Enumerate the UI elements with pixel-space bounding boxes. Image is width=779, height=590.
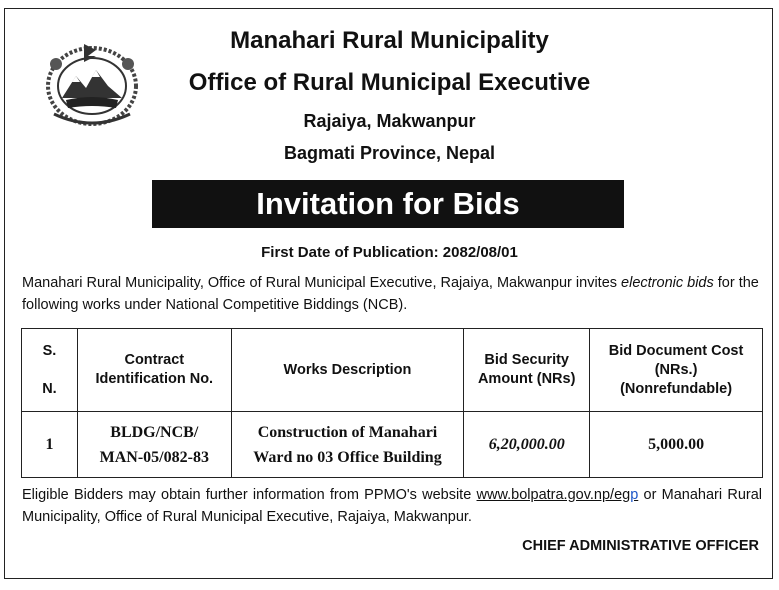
header-bid-security: Bid Security Amount (NRs) — [464, 329, 590, 412]
office-name: Office of Rural Municipal Executive — [188, 69, 591, 96]
intro-emphasis: electronic bids — [621, 275, 714, 291]
header-sn: S. N. — [22, 329, 78, 412]
cell-works-description: Construction of Manahari Ward no 03 Office Building — [231, 412, 464, 478]
cell-document-cost: 5,000.00 — [590, 412, 763, 478]
footer-text-2: or Manahari Rural Municipality, Office of Rural Municipal Executive, Rajaiya, Makwanpur. — [22, 487, 763, 525]
header-contract-id: Contract Identification No. — [77, 329, 231, 412]
notice-title: Invitation for Bids — [256, 186, 520, 221]
intro-text-1: Manahari Rural Municipality, Office of Rural Municipal Executive, Rajaiya, Makwanpur invites — [22, 275, 622, 291]
cell-bid-security: 6,20,000.00 — [464, 412, 590, 478]
table-row — [22, 412, 763, 478]
header-document-cost: Bid Document Cost (NRs.) (Nonrefundable) — [590, 329, 763, 412]
footer-text-1: Eligible Bidders may obtain further information from PPMO's website — [22, 487, 477, 503]
intro-text-2: for the following works under National Competitive Biddings (NCB). — [22, 275, 759, 313]
address-line-2: Bagmati Province, Nepal — [283, 143, 496, 163]
footer-paragraph — [22, 484, 762, 528]
table-header-row — [22, 329, 763, 412]
address-line-1: Rajaiya, Makwanpur — [303, 111, 476, 131]
publication-date: First Date of Publication: 2082/08/01 — [261, 244, 518, 261]
notice-title-banner — [152, 180, 624, 228]
ppmo-website-link[interactable]: www.bolpatra.gov.np/egp — [476, 487, 639, 503]
cell-sn: 1 — [22, 412, 78, 478]
header-works-description: Works Description — [231, 329, 464, 412]
municipality-name: Manahari Rural Municipality — [230, 27, 549, 54]
signatory-title: CHIEF ADMINISTRATIVE OFFICER — [522, 538, 759, 554]
intro-paragraph — [22, 272, 762, 316]
cell-contract-id: BLDG/NCB/ MAN-05/082-83 — [77, 412, 231, 478]
bids-table — [21, 328, 763, 478]
